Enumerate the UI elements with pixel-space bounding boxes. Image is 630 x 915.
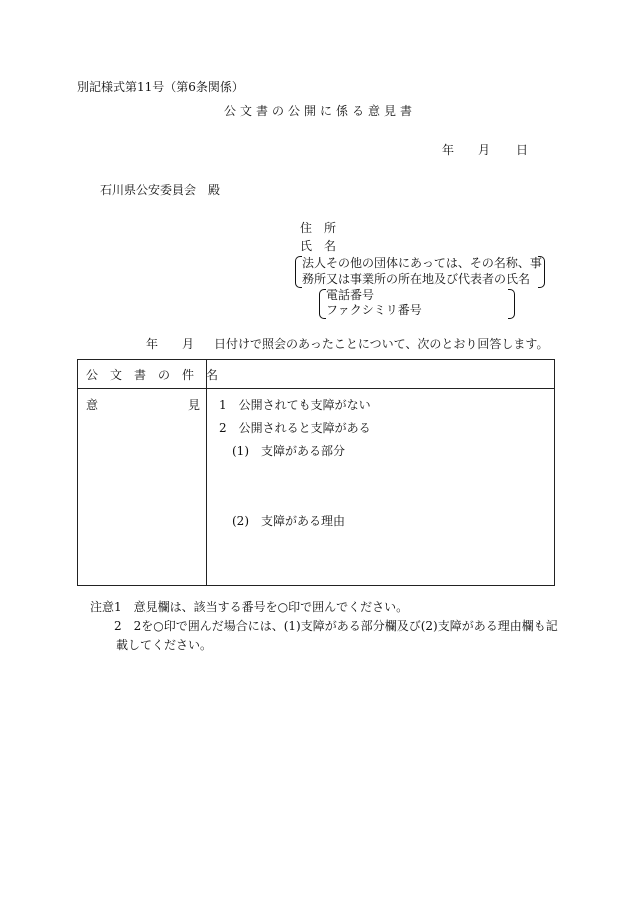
date-day-label: 日	[516, 143, 529, 157]
bracket-right	[538, 256, 545, 288]
table-divider-horizontal	[78, 388, 554, 389]
document-title: 公文書の公開に係る意見書	[224, 104, 417, 118]
address-label: 住 所	[300, 221, 337, 235]
name-label: 氏 名	[300, 239, 337, 253]
table-divider-vertical	[206, 360, 207, 585]
opinion-table	[77, 359, 555, 586]
note-2-continuation: 載してください。	[116, 638, 213, 652]
phone-label: 電話番号	[326, 288, 375, 302]
bracket-left	[295, 256, 302, 288]
bracket-right	[508, 289, 515, 319]
document-subject-label: 公 文 書 の 件 名	[86, 368, 219, 382]
addressee: 石川県公安委員会 殿	[100, 183, 221, 197]
intro-month-label: 月	[182, 337, 195, 351]
note-2: 2 2を○印で囲んだ場合には、(1)支障がある部分欄及び(2)支障がある理由欄も記	[114, 619, 558, 633]
option-has-hindrance: 2 公開されると支障がある	[219, 421, 371, 435]
intro-text: 日付けで照会のあったことについて、次のとおり回答します。	[214, 337, 549, 351]
note-1: 注意1 意見欄は、該当する番号を○印で囲んでください。	[90, 600, 409, 614]
fax-label: ファクシミリ番号	[326, 303, 422, 317]
corporation-note-line1: 法人その他の団体にあっては、その名称、事	[302, 256, 542, 270]
intro-year-label: 年	[146, 337, 159, 351]
bracket-left	[319, 289, 326, 319]
date-month-label: 月	[478, 143, 491, 157]
sub-hindrance-reason: (2) 支障がある理由	[232, 514, 345, 528]
notes	[90, 598, 558, 655]
option-no-hindrance: 1 公開されても支障がない	[219, 398, 371, 412]
sender-info	[300, 219, 542, 318]
date-line	[442, 143, 528, 157]
date-year-label: 年	[442, 143, 455, 157]
corporation-note	[300, 255, 542, 287]
intro-sentence	[146, 337, 548, 351]
contact-block	[324, 288, 542, 318]
opinion-label-left: 意	[86, 398, 99, 412]
form-number: 別記様式第11号（第6条関係）	[77, 80, 244, 94]
sub-hindrance-part: (1) 支障がある部分	[232, 444, 345, 458]
opinion-label-right: 見	[188, 398, 201, 412]
corporation-note-line2: 務所又は事業所の所在地及び代表者の氏名	[302, 272, 531, 286]
